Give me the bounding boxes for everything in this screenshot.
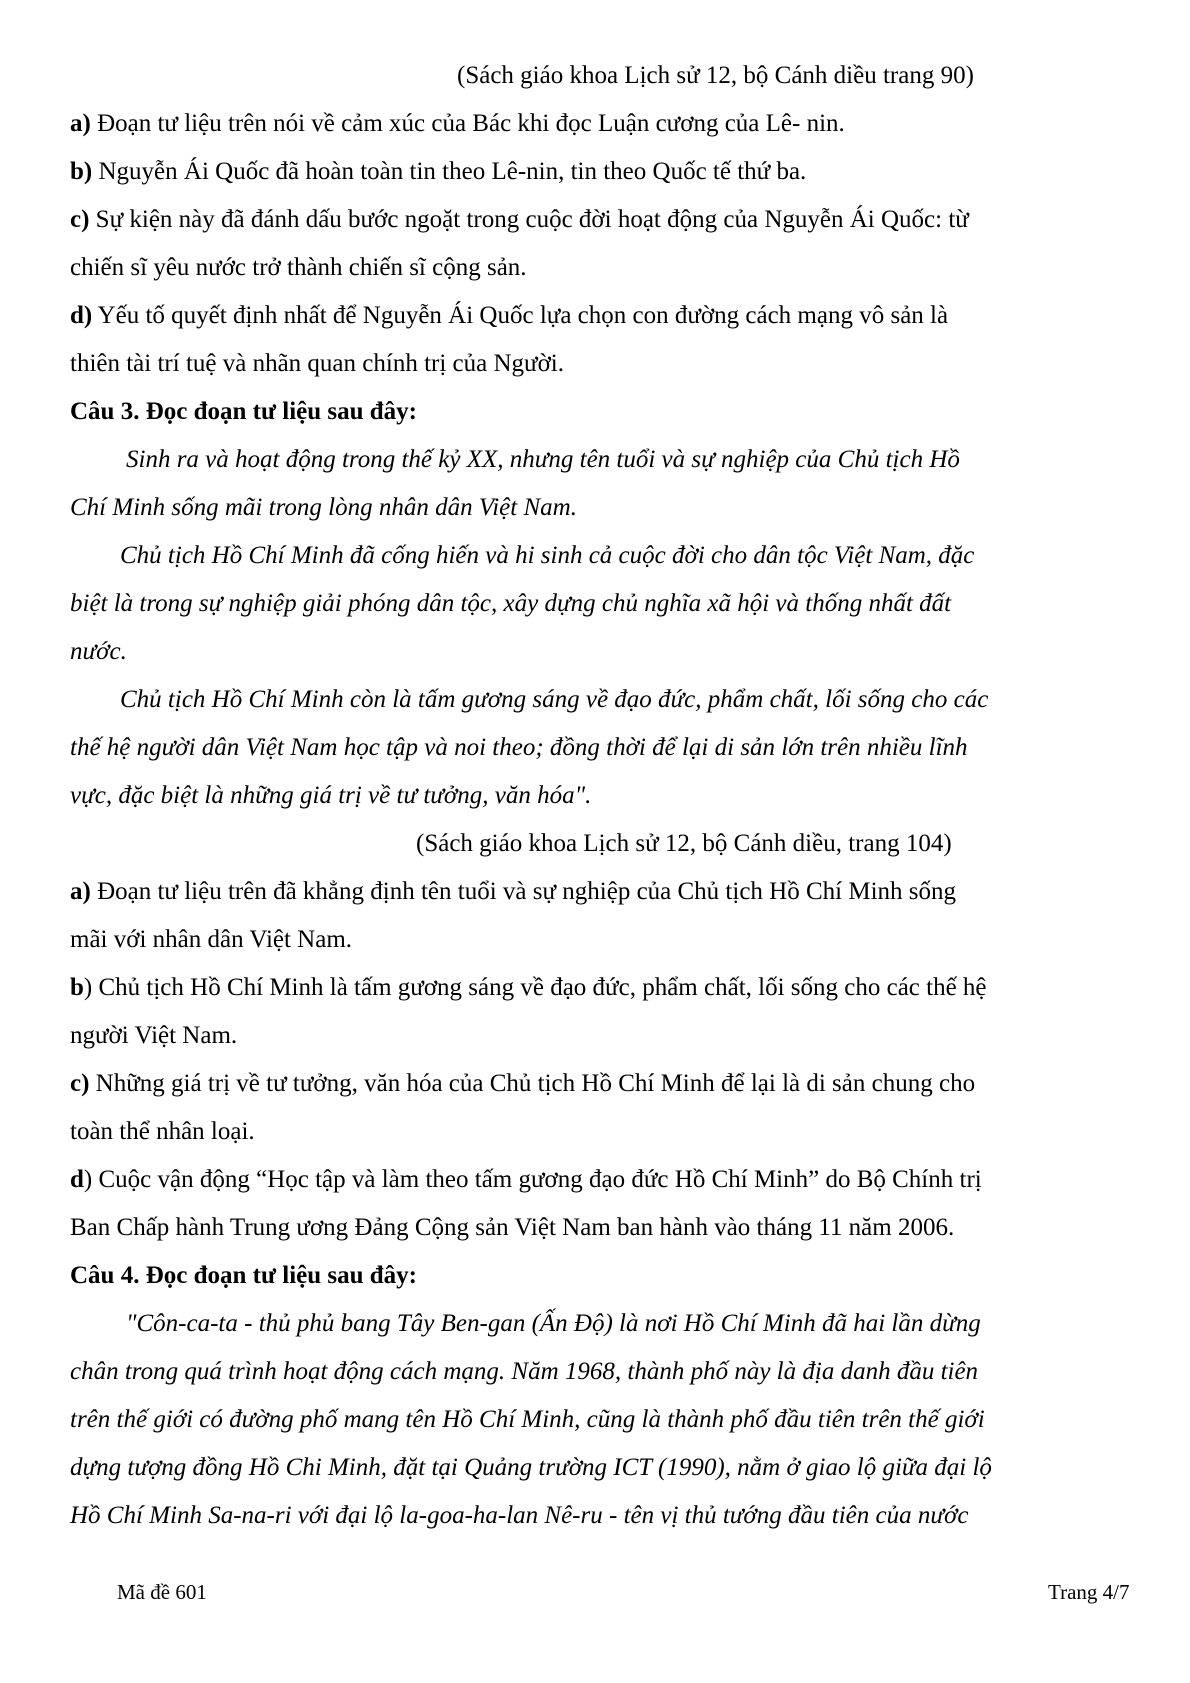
- option-label: b: [70, 974, 84, 1001]
- statement-c: [70, 1060, 1120, 1108]
- quote-line: chân trong quá trình hoạt động cách mạng. Năm 1968, thành phố này là địa danh đầu tiên: [70, 1358, 979, 1385]
- statement-c-cont: toàn thể nhân loại.: [70, 1118, 255, 1145]
- statement-text: Sự kiện này đã đánh dấu bước ngoặt trong cuộc đời hoạt động của Nguyễn Ái Quốc: từ: [89, 206, 969, 233]
- statement-b: [70, 148, 1120, 196]
- source-citation: (Sách giáo khoa Lịch sử 12, bộ Cánh diều trang 90): [457, 62, 974, 89]
- option-label: b): [70, 158, 93, 185]
- quote-line: trên thế giới có đường phố mang tên Hồ Chí Minh, cũng là thành phố đầu tiên trên thế giới: [70, 1406, 985, 1433]
- document-body: [70, 52, 1120, 1540]
- quote-line: nước.: [70, 638, 127, 665]
- statement-b-cont: người Việt Nam.: [70, 1022, 238, 1049]
- statement-text: Những giá trị về tư tưởng, văn hóa của Chủ tịch Hồ Chí Minh để lại là di sản chung cho: [89, 1070, 976, 1097]
- option-label: c): [70, 1070, 90, 1097]
- option-label: d): [70, 302, 93, 329]
- quote-line: vực, đặc biệt là những giá trị về tư tưởng, văn hóa".: [70, 782, 592, 809]
- statement-d-cont: Ban Chấp hành Trung ương Đảng Cộng sản Việt Nam ban hành vào tháng 11 năm 2006.: [70, 1214, 955, 1241]
- statement-a-cont: mãi với nhân dân Việt Nam.: [70, 926, 353, 953]
- option-label: a): [70, 878, 91, 905]
- quote-paragraph: Sinh ra và hoạt động trong thế kỷ XX, nhưng tên tuổi và sự nghiệp của Chủ tịch Hồ: [126, 446, 960, 473]
- statement-d: [70, 292, 1120, 340]
- quote-line: dựng tượng đồng Hồ Chi Minh, đặt tại Quảng trường ICT (1990), nằm ở giao lộ giữa đại lộ: [70, 1454, 992, 1481]
- quote-line: biệt là trong sự nghiệp giải phóng dân tộc, xây dựng chủ nghĩa xã hội và thống nhất đất: [70, 590, 952, 617]
- statement-c: [70, 196, 1120, 244]
- statement-text: Yếu tố quyết định nhất để Nguyễn Ái Quốc lựa chọn con đường cách mạng vô sản là: [92, 302, 949, 329]
- question-4-heading: Câu 4. Đọc đoạn tư liệu sau đây:: [70, 1262, 417, 1289]
- statement-text: ) Cuộc vận động “Học tập và làm theo tấm gương đạo đức Hồ Chí Minh” do Bộ Chính trị: [83, 1166, 982, 1193]
- question-3-heading: Câu 3. Đọc đoạn tư liệu sau đây:: [70, 398, 417, 425]
- statement-b: [70, 964, 1120, 1012]
- statement-c-cont: chiến sĩ yêu nước trở thành chiến sĩ cộng sản.: [70, 254, 527, 281]
- quote-paragraph: Chủ tịch Hồ Chí Minh đã cống hiến và hi sinh cả cuộc đời cho dân tộc Việt Nam, đặc: [120, 542, 975, 569]
- exam-code: Mã đề 601: [117, 1580, 207, 1604]
- page-number: Trang 4/7: [1048, 1580, 1130, 1604]
- statement-d: [70, 1156, 1120, 1204]
- quote-line: Hồ Chí Minh Sa-na-ri với đại lộ la-goa-ha-lan Nê-ru - tên vị thủ tướng đầu tiên của nước: [70, 1502, 969, 1529]
- quote-line: Chí Minh sống mãi trong lòng nhân dân Việt Nam.: [70, 494, 577, 521]
- statement-text: ) Chủ tịch Hồ Chí Minh là tấm gương sáng về đạo đức, phẩm chất, lối sống cho các thế hệ: [83, 974, 987, 1001]
- statement-d-cont: thiên tài trí tuệ và nhãn quan chính trị của Người.: [70, 350, 564, 377]
- statement-text: Đoạn tư liệu trên đã khẳng định tên tuổi và sự nghiệp của Chủ tịch Hồ Chí Minh sống: [90, 878, 957, 905]
- option-label: c): [70, 206, 90, 233]
- source-citation: (Sách giáo khoa Lịch sử 12, bộ Cánh diều, trang 104): [416, 830, 952, 857]
- statement-text: Nguyễn Ái Quốc đã hoàn toàn tin theo Lê-nin, tin theo Quốc tế thứ ba.: [92, 158, 807, 185]
- statement-a: [70, 868, 1120, 916]
- option-label: d: [70, 1166, 84, 1193]
- statement-a: [70, 100, 1120, 148]
- quote-paragraph: Chủ tịch Hồ Chí Minh còn là tấm gương sáng về đạo đức, phẩm chất, lối sống cho các: [120, 686, 989, 713]
- statement-text: Đoạn tư liệu trên nói về cảm xúc của Bác khi đọc Luận cương của Lê- nin.: [90, 110, 845, 137]
- option-label: a): [70, 110, 91, 137]
- quote-paragraph: "Côn-ca-ta - thủ phủ bang Tây Ben-gan (Ấn Độ) là nơi Hồ Chí Minh đã hai lần dừng: [126, 1310, 981, 1337]
- quote-line: thế hệ người dân Việt Nam học tập và noi theo; đồng thời để lại di sản lớn trên nhiều lĩnh: [70, 734, 968, 761]
